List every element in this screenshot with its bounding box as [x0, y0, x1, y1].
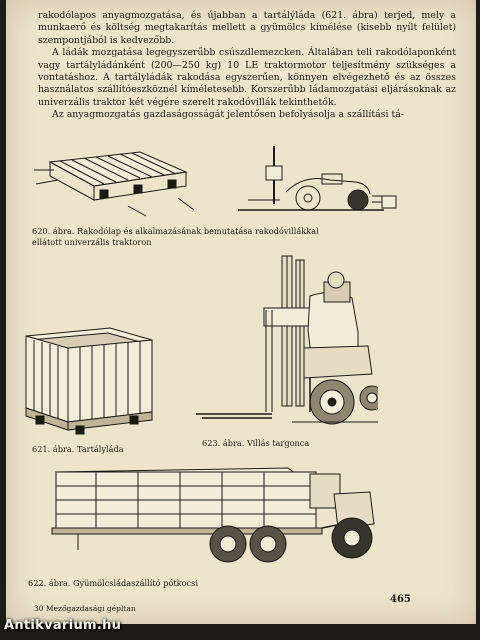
pallet-drawing: [28, 140, 198, 222]
tractor-with-forks-drawing: [234, 138, 404, 222]
paragraph-2: A ládák mozgatása legegyszerűbb csúszdlemezcken. Általában teli rakodólaponként vagy tartályládánként (200—250 kg) 10 LE traktormotor teljesítmény szükséges a vontatáshoz. A tartályládák rakodása egyszerűen, könnyen elvégezhető és az összes használatos szállítóeszköznél kíméletesebb. Korszerűbb ládamozgatási eljárásoknak az univerzális traktor két végére szerelt rakodóvillák tekinthetők.: [38, 47, 456, 108]
page-number: 465: [390, 594, 411, 605]
caption-620: 620. ábra. Rakodólap és alkalmazásának bemutatása rakodóvillákkal ellátott univerzális traktoron: [32, 226, 319, 247]
body-text: [38, 10, 456, 122]
paragraph-1: rakodólapos anyagmozgatása, és újabban a tartálýláda (621. ábra) terjed, mely a munkaerő és költség megtakarítás mellett a gyümölcs kímélése (kisebb nyílt felület) szempontjából is kedvezőbb.: [38, 10, 456, 46]
caption-621: 621. ábra. Tartályláda: [32, 444, 124, 454]
watermark-text: Antikvarium.hu: [4, 618, 122, 633]
book-page: [6, 0, 476, 624]
caption-623: 623. ábra. Villás targonca: [202, 438, 310, 448]
forklift-drawing: [192, 252, 378, 434]
caption-622: 622. ábra. Gyümölcsládaszállító pótkocsi: [28, 578, 198, 588]
paragraph-3: Az anyagmozgatás gazdaságosságát jelentősen befolyásolja a szállítási tá-: [52, 109, 405, 121]
figure-623-forklift: [192, 252, 378, 434]
figure-620-pallet: [28, 140, 198, 222]
footer-left: 30 Mezőgazdasági gépltan: [34, 604, 136, 613]
figure-620-tractor: [234, 138, 404, 222]
figure-621-container: [20, 326, 158, 438]
figure-622-trailer: [48, 454, 378, 574]
trailer-drawing: [48, 454, 378, 574]
container-box-drawing: [20, 326, 158, 438]
